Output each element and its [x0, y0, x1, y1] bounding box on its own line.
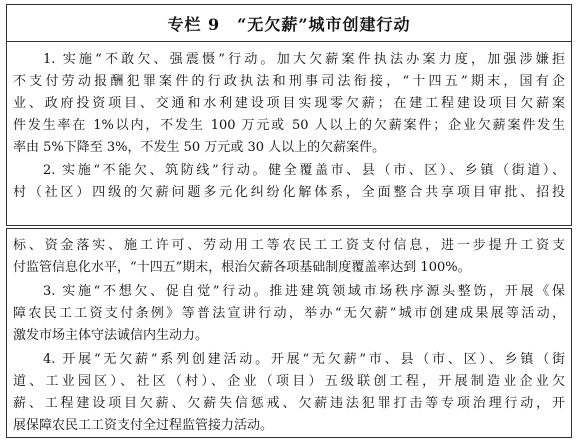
paragraph-line: 障农民工工资支付条例》等普法宣讲行动，举办“无欠薪”城市创建成果展等活动，: [13, 306, 565, 321]
paragraph-line: 率由 5%下降至 3%，不发生 50 万元或 30 人以上的欠薪案件。: [13, 140, 386, 155]
paragraph-line: 展保障农民工工资支付全过程监管接力活动。: [13, 418, 274, 433]
paragraph-line: 3. 实施“不想欠、促自觉”行动。推进建筑领域市场秩序源头整饬，开展《保: [43, 284, 565, 299]
paragraph-line: 薪、工程建设项目欠薪、欠薪失信惩戒、欠薪违法犯罪打击等专项治理行动，开: [13, 396, 565, 411]
paragraph-line: 村（社区）四级的欠薪问题多元化纠纷化解体系，全面整合共享项目审批、招投: [13, 185, 565, 200]
paragraph-line: 件发生率在 1%以内，不发生 100 万元或 50 人以上的欠薪案件；企业欠薪案件发生: [13, 118, 565, 133]
paragraph-line: 激发市场主体守法诚信内生动力。: [13, 328, 209, 343]
column-title: 专栏 9 “无欠薪”城市创建行动: [7, 5, 571, 42]
paragraph-line: 付监管信息化水平，“十四五”期末，根治欠薪各项基础制度覆盖率达到 100%。: [13, 260, 471, 275]
paragraph-line: 1. 实施“不敢欠、强震慑”行动。加大欠薪案件执法办案力度，加强涉嫌拒: [43, 52, 565, 67]
paragraph-line: 业、政府投资项目、交通和水利建设项目实现零欠薪；在建工程建设项目欠薪案: [13, 96, 565, 111]
column-box-bottom: [6, 228, 572, 438]
paragraph-line: 道、工业园区）、社区（村）、企业（项目）五级联创工程，开展制造业企业欠: [13, 374, 565, 389]
paragraph-line: 不支付劳动报酬犯罪案件的行政执法和刑事司法衔接，“十四五”期末，国有企: [13, 74, 565, 89]
paragraph-line: 2. 实施“不能欠、筑防线”行动。健全覆盖市、县（市、区）、乡镇（街道）、: [43, 163, 565, 178]
column-box-top: [6, 4, 572, 226]
paragraph-line: 标、资金落实、施工许可、劳动用工等农民工工资支付信息，进一步提升工资支: [13, 238, 565, 253]
paragraph-line: 4. 开展“无欠薪”系列创建活动。开展“无欠薪”市、县（市、区）、乡镇（街: [43, 352, 565, 367]
